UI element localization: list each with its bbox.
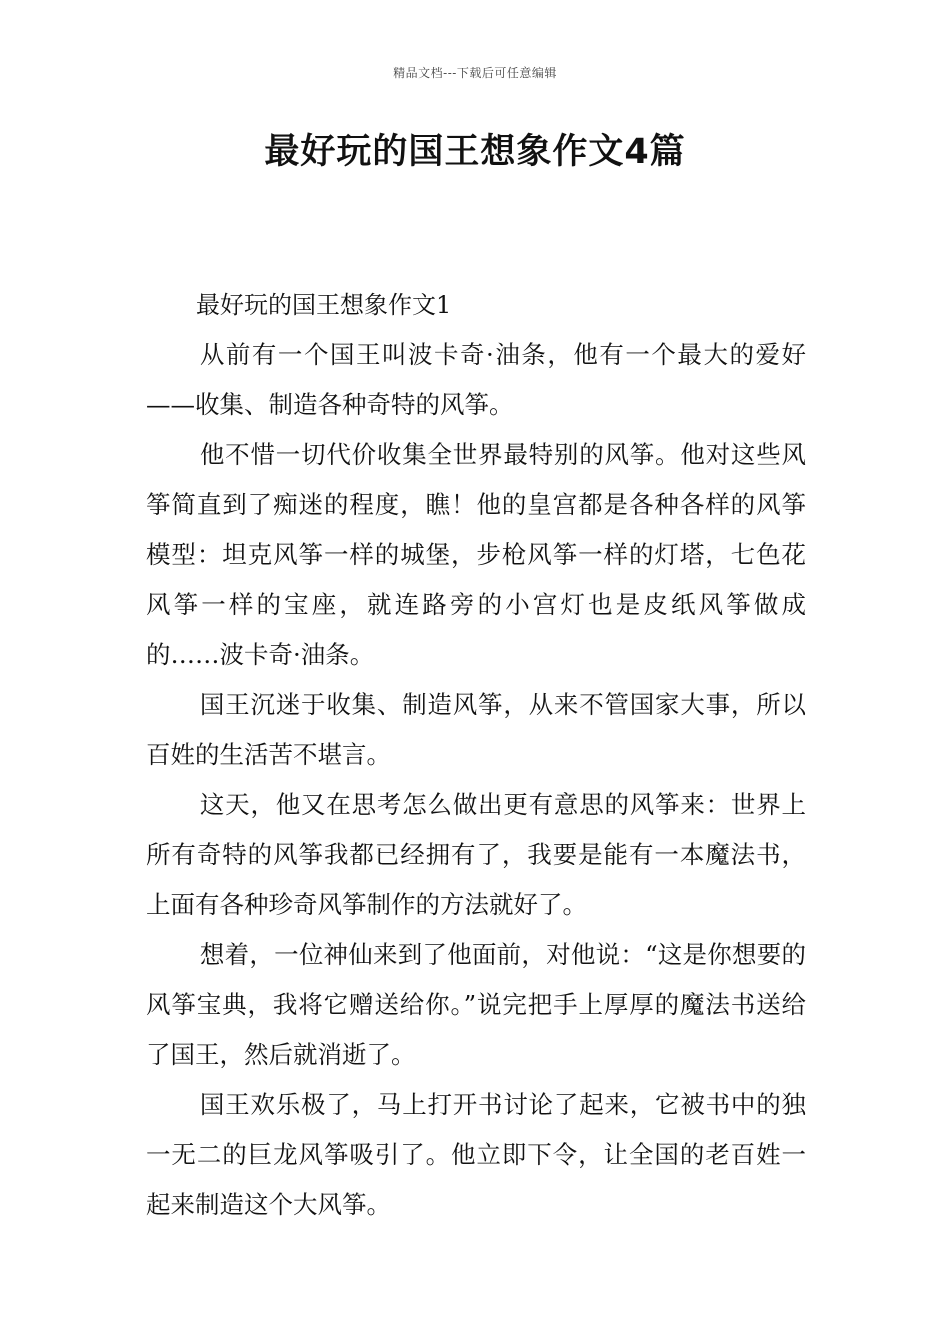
paragraph: 国王欢乐极了，马上打开书讨论了起来，它被书中的独一无二的巨龙风筝吸引了。他立即下令，让全国的老百姓一起来制造这个大风筝。 xyxy=(146,1090,806,1219)
paragraph: 国王沉迷于收集、制造风筝，从来不管国家大事，所以百姓的生活苦不堪言。 xyxy=(146,690,806,769)
paragraph: 想着，一位神仙来到了他面前，对他说：“这是你想要的风筝宝典，我将它赠送给你。”说完把手上厚厚的魔法书送给了国王，然后就消逝了。 xyxy=(146,940,806,1069)
document-title: 最好玩的国王想象作文4篇 xyxy=(264,132,686,172)
paragraph: 他不惜一切代价收集全世界最特别的风筝。他对这些风筝简直到了痴迷的程度，瞧！他的皇宫都是各种各样的风筝模型：坦克风筝一样的城堡，步枪风筝一样的灯塔，七色花风筝一样的宝座，就连路旁的小宫灯也是皮纸风筝做成的……波卡奇·油条。 xyxy=(146,440,806,669)
header-note: 精品文档---下载后可任意编辑 xyxy=(393,66,557,80)
paragraph: 这天，他又在思考怎么做出更有意思的风筝来：世界上所有奇特的风筝我都已经拥有了，我要是能有一本魔法书，上面有各种珍奇风筝制作的方法就好了。 xyxy=(146,790,806,919)
section-subtitle: 最好玩的国王想象作文1 xyxy=(196,291,452,319)
paragraph: 从前有一个国王叫波卡奇·油条，他有一个最大的爱好——收集、制造各种奇特的风筝。 xyxy=(146,340,806,419)
document-body xyxy=(146,280,806,1230)
